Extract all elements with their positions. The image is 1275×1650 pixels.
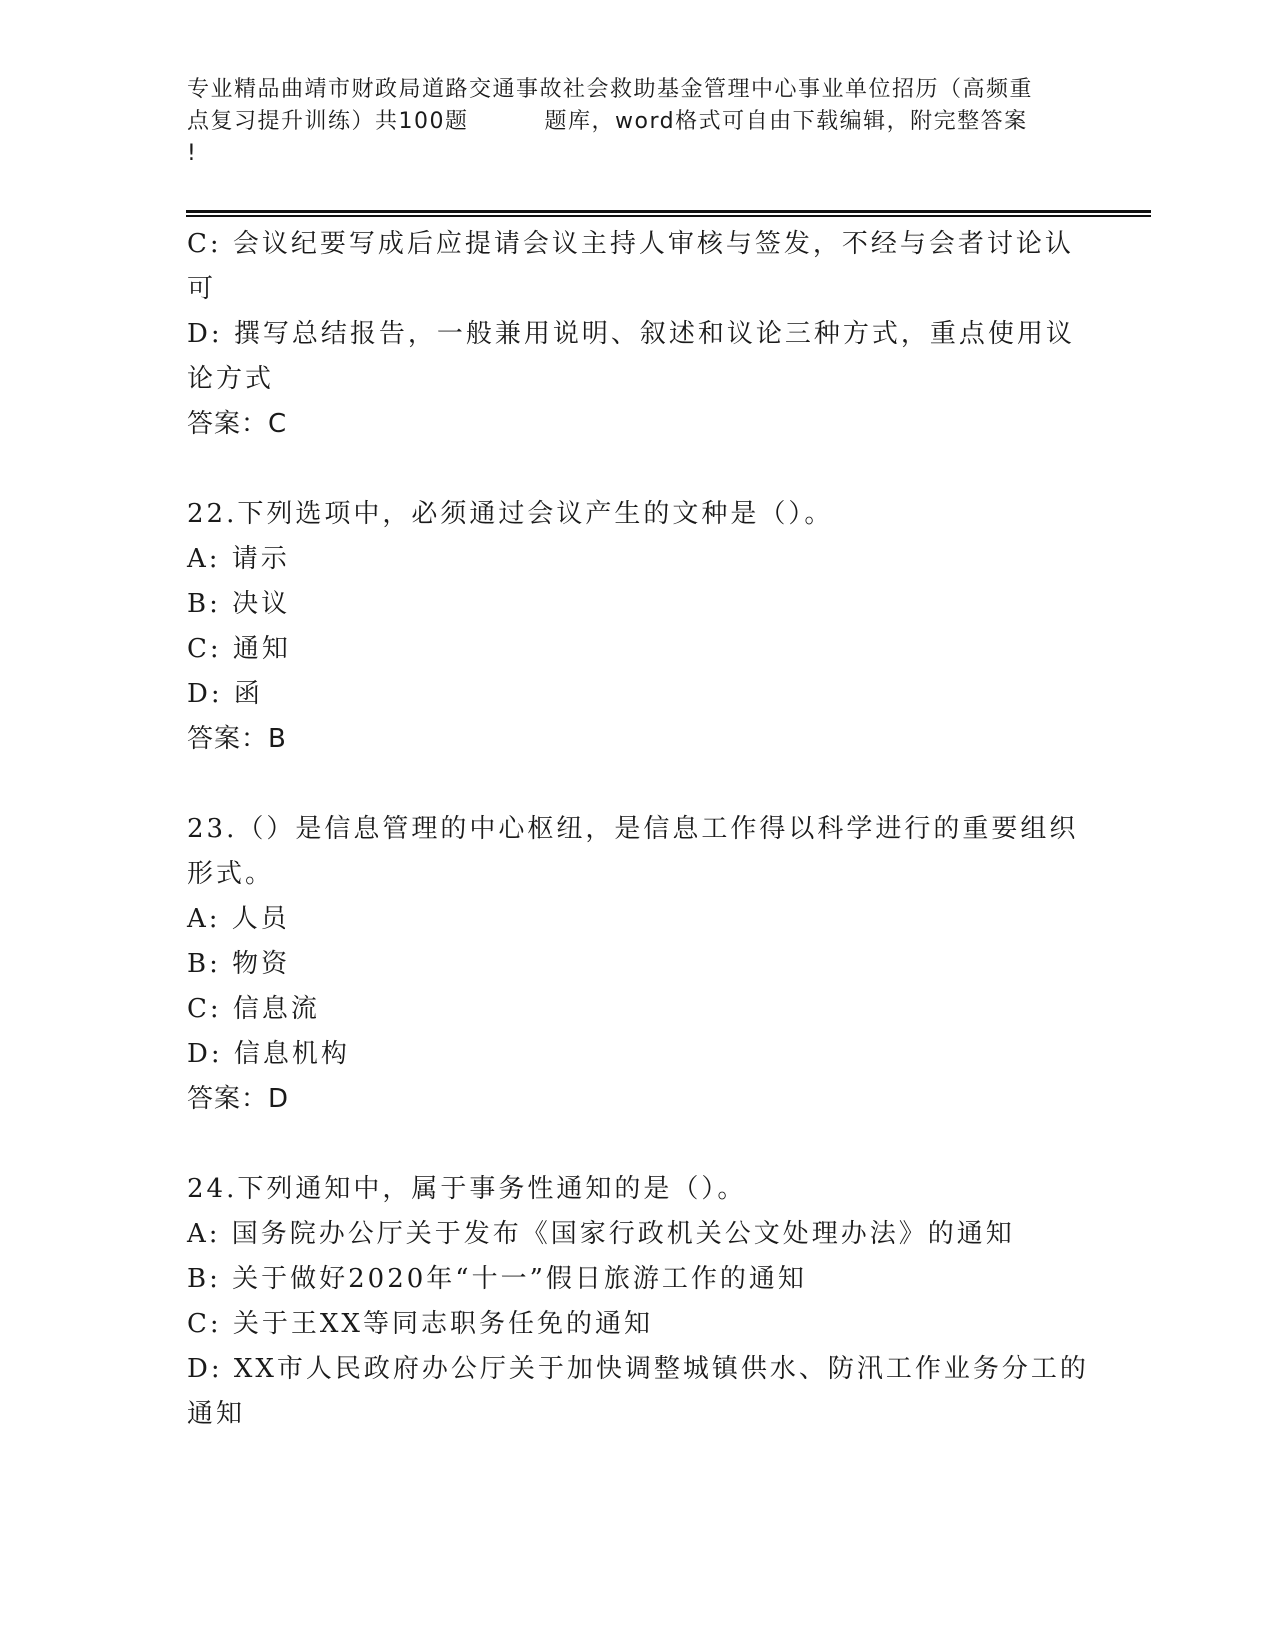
header-divider-thick	[186, 210, 1151, 213]
question-spacer	[187, 447, 1087, 492]
q23-option-c: C: 信息流	[187, 994, 320, 1024]
q23-answer: 答案：D	[187, 1084, 290, 1114]
q23-stem-line-2: 形式。	[187, 859, 275, 889]
header-divider-thin	[186, 215, 1151, 217]
question-23-block	[187, 807, 1087, 1122]
q21-option-d-line-1: D: 撰写总结报告，一般兼用说明、叙述和议论三种方式，重点使用议	[187, 319, 1075, 349]
question-spacer	[187, 762, 1087, 807]
header-line-1: 专业精品曲靖市财政局道路交通事故社会救助基金管理中心事业单位招历（高频重	[187, 77, 1034, 102]
header-line-2-part-a: 点复习提升训练）共100题	[187, 109, 469, 134]
q23-option-a: A: 人员	[187, 904, 290, 934]
document-header	[187, 74, 1087, 170]
q22-option-d: D: 函	[187, 679, 263, 709]
q21-answer: 答案：C	[187, 409, 288, 439]
question-22-block	[187, 492, 1087, 762]
q21-option-c-line-1: C: 会议纪要写成后应提请会议主持人审核与签发，不经与会者讨论认	[187, 229, 1074, 259]
q22-option-c: C: 通知	[187, 634, 291, 664]
question-24-block	[187, 1167, 1087, 1437]
question-content	[187, 222, 1087, 1437]
q22-answer: 答案：B	[187, 724, 287, 754]
header-line-3: !	[187, 141, 198, 166]
question-spacer	[187, 1122, 1087, 1167]
header-line-2-part-b: 题库，word格式可自由下载编辑，附完整答案	[544, 109, 1028, 134]
q24-option-b: B: 关于做好2020年“十一”假日旅游工作的通知	[187, 1264, 807, 1294]
q22-stem: 22.下列选项中，必须通过会议产生的文种是（）。	[187, 499, 834, 529]
q24-option-c: C: 关于王XX等同志职务任免的通知	[187, 1309, 653, 1339]
q22-option-a: A: 请示	[187, 544, 290, 574]
question-21-block	[187, 222, 1087, 447]
q23-option-d: D: 信息机构	[187, 1039, 350, 1069]
q21-option-d-line-2: 论方式	[187, 364, 275, 394]
q21-option-c-line-2: 可	[187, 274, 217, 304]
q24-option-d-line-2: 通知	[187, 1399, 246, 1429]
q24-option-a: A: 国务院办公厅关于发布《国家行政机关公文处理办法》的通知	[187, 1219, 1015, 1249]
q24-option-d-line-1: D: XX市人民政府办公厅关于加快调整城镇供水、防汛工作业务分工的	[187, 1354, 1089, 1384]
q24-stem: 24.下列通知中，属于事务性通知的是（）。	[187, 1174, 747, 1204]
q22-option-b: B: 决议	[187, 589, 291, 619]
q23-option-b: B: 物资	[187, 949, 291, 979]
header-line-2	[187, 106, 1087, 138]
q23-stem-line-1: 23.（）是信息管理的中心枢纽，是信息工作得以科学进行的重要组织	[187, 814, 1079, 844]
